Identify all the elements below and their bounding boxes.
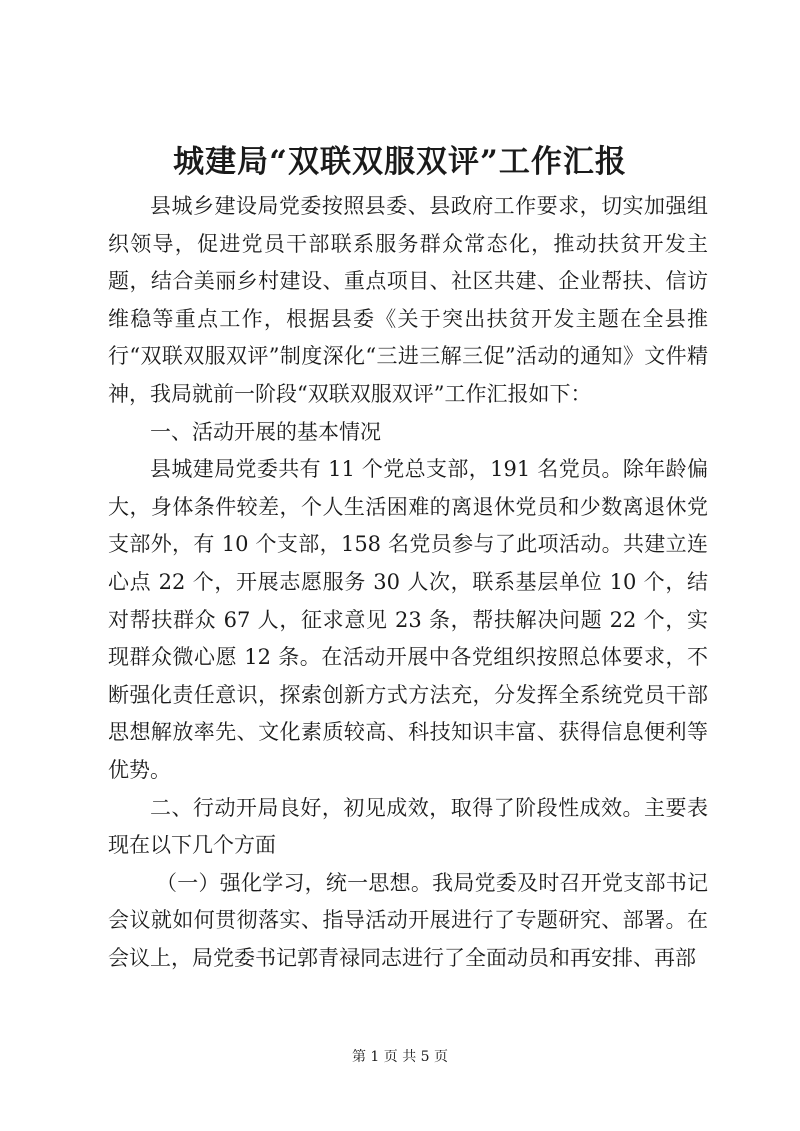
section-heading-results: 二、行动开局良好，初见成效，取得了阶段性成效。主要表现在以下几个方面	[108, 795, 708, 858]
paragraph-strengthen-learning: （一）强化学习，统一思想。我局党委及时召开党支部书记会议就如何贯彻落实、指导活动开展进行了专题研究、部署。在会议上，局党委书记郭青禄同志进行了全面动员和再安排、再部	[108, 870, 708, 970]
page-footer: 第 1 页 共 5 页	[351, 1049, 449, 1065]
document-body	[108, 188, 708, 977]
section-heading-basic-situation: 一、活动开展的基本情况	[150, 419, 381, 444]
paragraph-intro: 县城乡建设局党委按照县委、县政府工作要求，切实加强组织领导，促进党员干部联系服务群众常态化，推动扶贫开发主题，结合美丽乡村建设、重点项目、社区共建、企业帮扶、信访维稳等重点工作，根据县委《关于突出扶贫开发主题在全县推行“双联双服双评”制度深化“三进三解三促”活动的通知》文件精神，我局就前一阶段“双联双服双评”工作汇报如下：	[108, 194, 708, 406]
paragraph-basic-situation: 县城建局党委共有 11 个党总支部，191 名党员。除年龄偏大，身体条件较差，个人生活困难的离退休党员和少数离退休党支部外，有 10 个支部，158 名党员参与了此项活动。共建立连心点 22 个，开展志愿服务 30 人次，联系基层单位 10 个，结对帮扶群众 67 人，征求意见 23 条，帮扶解决问题 22 个，实现群众微心愿 12 条。在活动开展中各党组织按照总体要求，不断强化责任意识，探索创新方式方法充，分发挥全系统党员干部思想解放率先、文化素质较高、科技知识丰富、获得信息便利等优势。	[108, 457, 708, 782]
page-title: 城建局“双联双服双评”工作汇报	[173, 144, 627, 180]
